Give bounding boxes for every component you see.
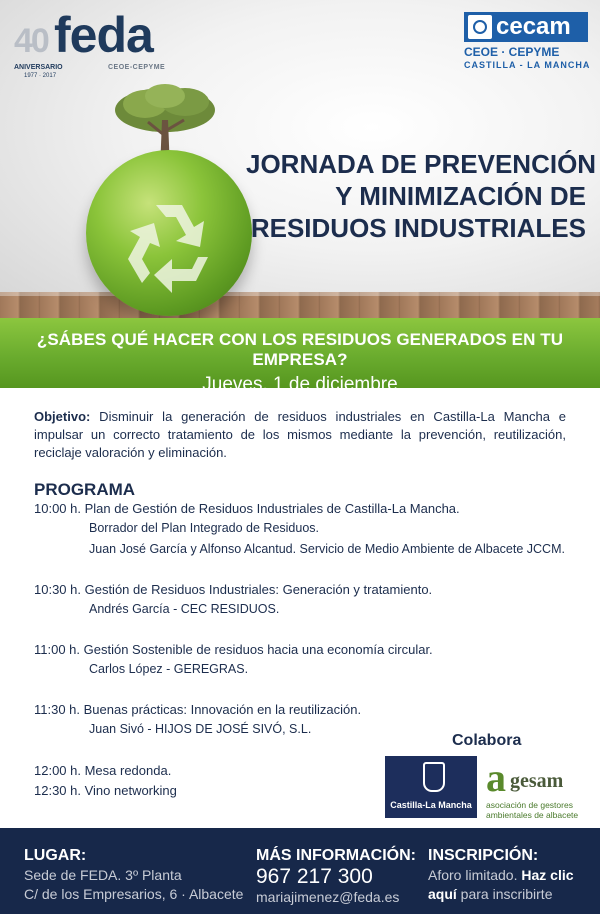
objective-text: Disminuir la generación de residuos industriales en Castilla-La Mancha e impulsar un correcto tratamiento de los mismos mediante la prevención, reutilización, reciclaje valoración y eliminación.: [34, 409, 566, 460]
feda-anniversary-label: ANIVERSARIO: [14, 64, 63, 71]
crest-icon: [423, 762, 445, 792]
info-email[interactable]: mariajimenez@feda.es: [256, 889, 400, 905]
wood-floor: [0, 292, 600, 318]
program-item: [34, 581, 594, 620]
program-item-speaker: Juan Sivó - HIJOS DE JOSÉ SIVÓ, S.L.: [89, 722, 312, 736]
registration-link-1[interactable]: Haz clic: [521, 867, 574, 883]
recycle-icon: [120, 195, 220, 295]
footer-location: [24, 846, 244, 904]
location-line-1: Sede de FEDA. 3º Planta: [24, 867, 182, 883]
program-item: [34, 500, 594, 560]
program-item-speaker: Juan José García y Alfonso Alcantud. Servicio de Medio Ambiente de Albacete JCCM.: [89, 542, 565, 556]
program-item: [34, 641, 594, 680]
program-item-speaker: Carlos López - GEREGRAS.: [89, 662, 249, 676]
objective-label: Objetivo:: [34, 409, 91, 424]
program-item-main: 10:30 h. Gestión de Residuos Industriales: Generación y tratamiento.: [34, 582, 433, 597]
registration-text: Aforo limitado.: [428, 867, 522, 883]
program-item-detail: Borrador del Plan Integrado de Residuos.: [89, 521, 320, 535]
cecam-logo-box: [464, 12, 588, 42]
info-phone[interactable]: 967 217 300: [256, 865, 373, 888]
agesam-subtitle: asociación de gestores ambientales de albacete: [486, 800, 579, 820]
program-item-main: 12:00 h. Mesa redonda.: [34, 763, 172, 778]
registration-link-2[interactable]: aquí: [428, 886, 457, 902]
event-band: [0, 318, 600, 395]
program-title: PROGRAMA: [34, 480, 136, 499]
info-title: MÁS INFORMACIÓN:: [256, 847, 416, 864]
feda-subtitle: CEOE-CEPYME: [108, 64, 166, 71]
registration-title: INSCRIPCIÓN:: [428, 847, 539, 864]
agesam-name: gesam: [510, 770, 564, 792]
title-line-3: RESIDUOS INDUSTRIALES: [250, 213, 586, 243]
event-date: Jueves, 1 de diciembre: [202, 374, 398, 395]
cecam-region: CASTILLA - LA MANCHA: [464, 60, 591, 70]
cecam-mark-icon: [468, 15, 492, 39]
feda-logo: [12, 7, 172, 84]
page-title: [246, 148, 597, 244]
title-line-2: Y MINIMIZACIÓN DE: [335, 181, 586, 211]
cecam-name: cecam: [496, 13, 571, 40]
castilla-la-mancha-logo[interactable]: [385, 756, 477, 818]
program-item-main: 10:00 h. Plan de Gestión de Residuos Industriales de Castilla-La Mancha.: [34, 501, 460, 516]
castilla-la-mancha-label: Castilla-La Mancha: [390, 800, 472, 810]
footer-info: [256, 846, 426, 907]
registration-text-2: para inscribirte: [456, 886, 553, 902]
footer: [0, 828, 600, 914]
location-title: LUGAR:: [24, 847, 87, 864]
cecam-ceoe-cepyme: CEOE · CEPYME: [464, 45, 560, 59]
program-item-main: 11:00 h. Gestión Sostenible de residuos hacia una economía circular.: [34, 642, 433, 657]
program-item-main: 12:30 h. Vino networking: [34, 783, 177, 798]
location-line-2: C/ de los Empresarios, 6 · Albacete: [24, 886, 244, 902]
objective-paragraph: [34, 408, 566, 462]
agesam-letter: a: [486, 755, 506, 800]
footer-registration: [428, 846, 588, 904]
program-item-main: 11:30 h. Buenas prácticas: Innovación en la reutilización.: [34, 702, 362, 717]
collaborators-label: Colabora: [452, 732, 522, 749]
title-line-1: JORNADA DE PREVENCIÓN: [246, 149, 597, 179]
hero-banner: [0, 0, 600, 318]
event-question: ¿SÁBES QUÉ HACER CON LOS RESIDUOS GENERADOS EN TU EMPRESA?: [36, 330, 564, 369]
agesam-logo[interactable]: [484, 756, 594, 822]
feda-name: feda: [54, 7, 153, 63]
feda-anniversary-number: 40: [14, 22, 48, 60]
cecam-logo: [464, 12, 591, 72]
program-item-speaker: Andrés García - CEC RESIDUOS.: [89, 602, 280, 616]
feda-years: 1977 · 2017: [24, 73, 57, 79]
